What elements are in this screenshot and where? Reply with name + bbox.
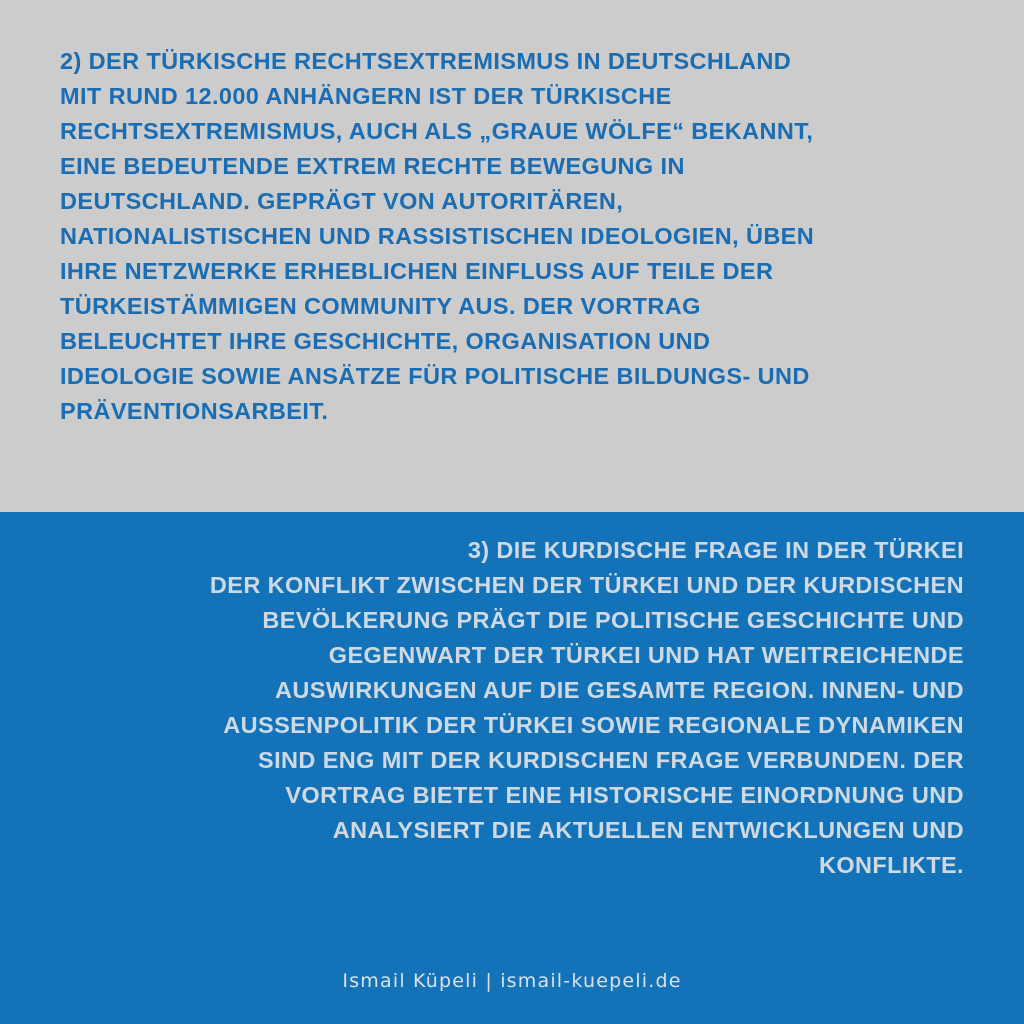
section-2-line: PRÄVENTIONSARBEIT. xyxy=(60,398,329,424)
section-3-line: VORTRAG BIETET EINE HISTORISCHE EINORDNUNG UND xyxy=(285,782,964,808)
section-3-line: DER KONFLIKT ZWISCHEN DER TÜRKEI UND DER KURDISCHEN xyxy=(209,572,964,598)
section-2-line: DEUTSCHLAND. GEPRÄGT VON AUTORITÄREN, xyxy=(60,188,624,214)
section-2-line: BELEUCHTET IHRE GESCHICHTE, ORGANISATION UND xyxy=(60,328,711,354)
section-2-line: MIT RUND 12.000 ANHÄNGERN IST DER TÜRKISCHE xyxy=(60,83,672,109)
section-2-line: IDEOLOGIE SOWIE ANSÄTZE FÜR POLITISCHE BILDUNGS- UND xyxy=(60,363,810,389)
section-2-text-block xyxy=(60,44,970,429)
section-3-line: SIND ENG MIT DER KURDISCHEN FRAGE VERBUNDEN. DER xyxy=(258,747,964,773)
section-2-line: NATIONALISTISCHEN UND RASSISTISCHEN IDEOLOGIEN, ÜBEN xyxy=(60,223,815,249)
section-2-line: RECHTSEXTREMISMUS, AUCH ALS „GRAUE WÖLFE“ BEKANNT, xyxy=(60,118,814,144)
section-3-line: AUSWIRKUNGEN AUF DIE GESAMTE REGION. INNEN- UND xyxy=(275,677,964,703)
section-3-text-block xyxy=(54,533,964,883)
section-3-line: GEGENWART DER TÜRKEI UND HAT WEITREICHENDE xyxy=(328,642,964,668)
section-2-heading: 2) DER TÜRKISCHE RECHTSEXTREMISMUS IN DEUTSCHLAND xyxy=(60,48,792,74)
footer-credit: Ismail Küpeli | ismail-kuepeli.de xyxy=(342,970,682,992)
section-3-line: BEVÖLKERUNG PRÄGT DIE POLITISCHE GESCHICHTE UND xyxy=(262,607,964,633)
section-3-line: AUSSENPOLITIK DER TÜRKEI SOWIE REGIONALE DYNAMIKEN xyxy=(223,712,964,738)
section-2-line: IHRE NETZWERKE ERHEBLICHEN EINFLUSS AUF TEILE DER xyxy=(60,258,774,284)
section-3-line: ANALYSIERT DIE AKTUELLEN ENTWICKLUNGEN UND xyxy=(332,817,964,843)
section-2-line: TÜRKEISTÄMMIGEN COMMUNITY AUS. DER VORTRAG xyxy=(60,293,701,319)
section-3-heading: 3) DIE KURDISCHE FRAGE IN DER TÜRKEI xyxy=(467,537,964,563)
section-2-line: EINE BEDEUTENDE EXTREM RECHTE BEWEGUNG IN xyxy=(60,153,685,179)
section-3-line: KONFLIKTE. xyxy=(819,852,964,878)
